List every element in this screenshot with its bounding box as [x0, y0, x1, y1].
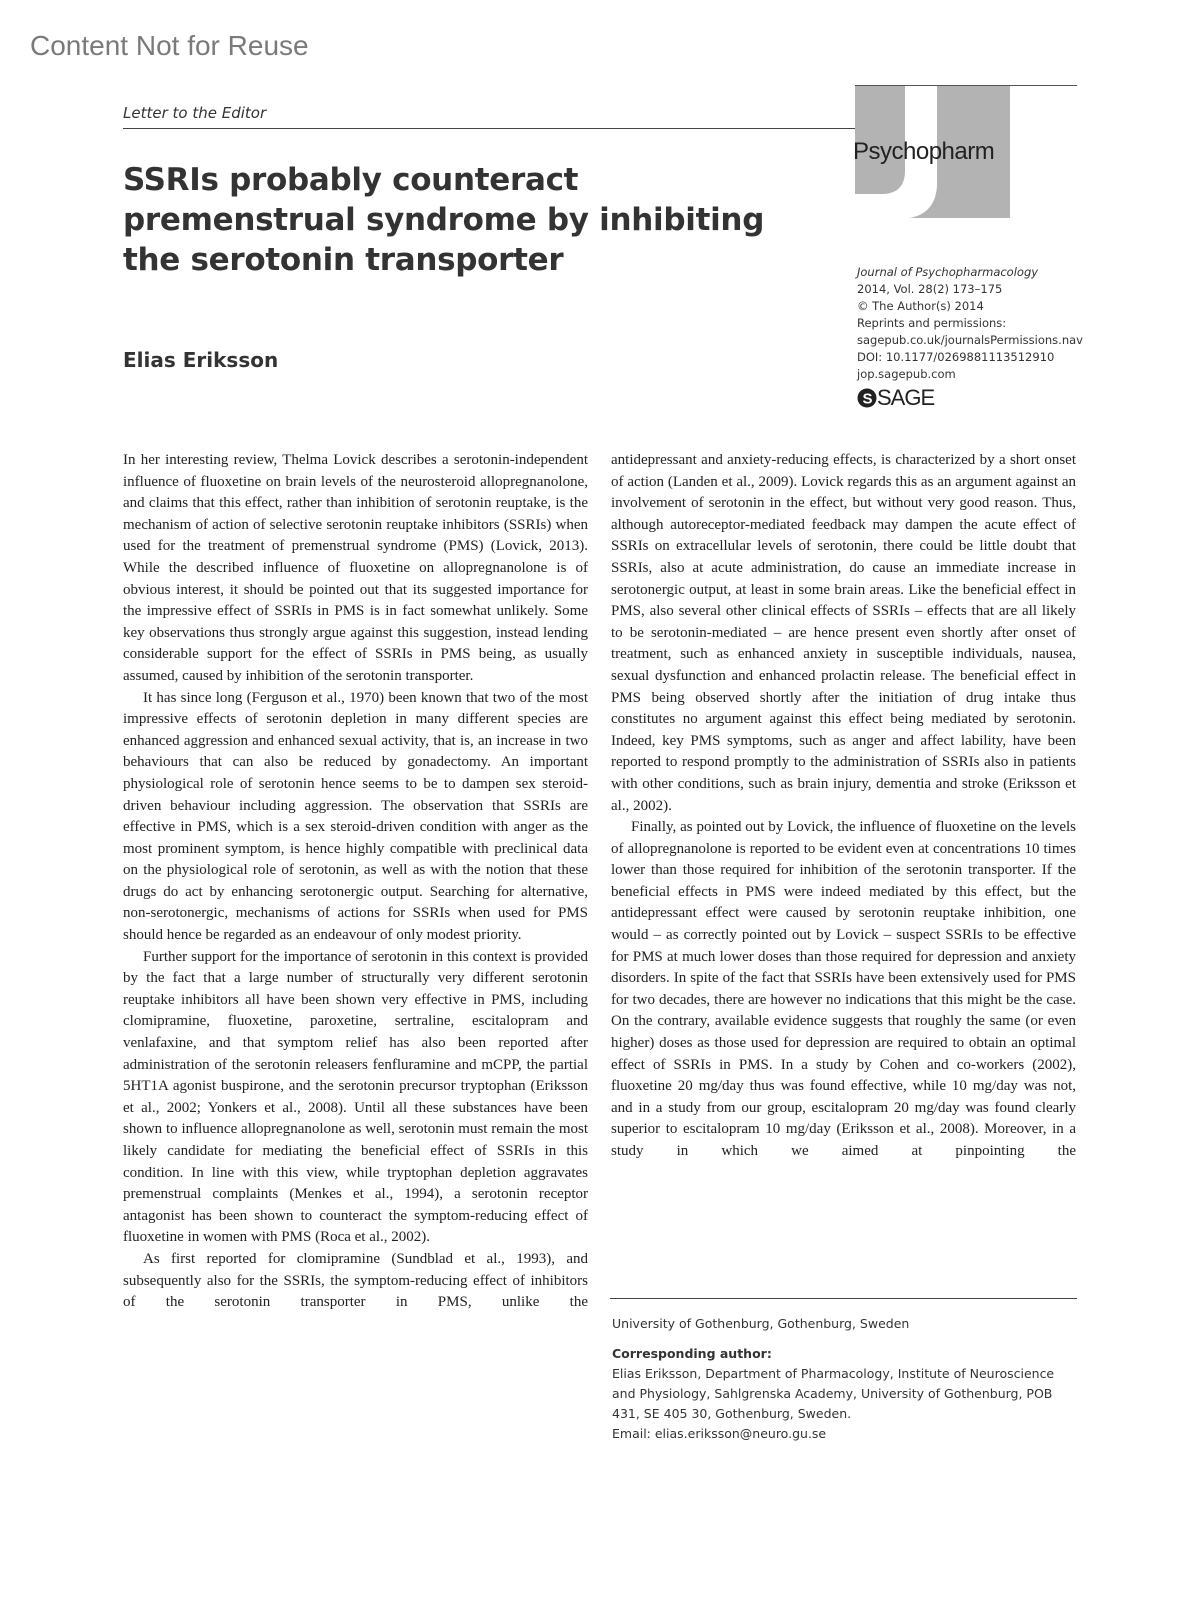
paragraph: Finally, as pointed out by Lovick, the influence of fluoxetine on the levels of allopregnanolone is reported to be evident even at concentrations 10 times lower than those required for inhibition of the serotonin transporter. If the beneficial effects in PMS were indeed mediated by this effect, but the antidepressant effect were caused by serotonin reuptake inhibition, one would – as correctly pointed out by Lovick – suspect SSRIs to be effective for PMS at much lower doses than those required for depression and anxiety disorders. In spite of the fact that SSRIs have been extensively used for PMS for two decades, there are however no indications that this might be the case. On the contrary, available evidence suggests that roughly the same (or even higher) doses as those used for depression are required to obtain an optimal effect of SSRIs in PMS. In a study by Cohen and co-workers (2002), fluoxetine 20 mg/day thus was found effective, while 10 mg/day was not, and in a study from our group, escitalopram 20 mg/day was found clearly superior to escitalopram 10 mg/day (Eriksson et al., 2008). Moreover, in a study in which we aimed at pinpointing the: [611, 819, 1076, 1159]
reprints-label: Reprints and permissions:: [857, 316, 1007, 330]
paragraph: It has since long (Ferguson et al., 1970) been known that two of the most impressive effects of serotonin depletion in many different species are enhanced aggression and enhanced sexual activity, that is, an increase in two behaviours that can also be reduced by gonadectomy. An important physiological role of serotonin hence seems to be to dampen sex steroid-driven behaviour including aggression. The observation that SSRIs are effective in PMS, which is a sex steroid-driven condition with anger as the most prominent symptom, is hence highly compatible with preclinical data on the physiological role of serotonin, as well as with the notion that these drugs do act by enhancing serotonergic output. Searching for alternative, non-serotonergic, mechanisms of actions for SSRIs when used for PMS should hence be regarded as an endeavour of only modest priority.: [123, 689, 588, 944]
article-metadata: [857, 264, 1083, 411]
footnote: [612, 1314, 1077, 1444]
watermark: Content Not for Reuse: [30, 30, 309, 61]
sage-s-icon: [857, 388, 877, 408]
paragraph: As first reported for clomipramine (Sundblad et al., 1993), and subsequently also for the SSRIs, the symptom-reducing effect of inhibitors of the serotonin transporter in PMS, unlike the: [123, 1250, 588, 1311]
permissions-link[interactable]: sagepub.co.uk/journalsPermissions.nav: [857, 333, 1083, 347]
author-name: Elias Eriksson: [123, 348, 279, 372]
corresponding-author-address: Elias Eriksson, Department of Pharmacology, Institute of Neuroscience and Physiology, Sahlgrenska Academy, University of Gothenburg, POB 431, SE 405 30, Gothenburg, Sweden.: [612, 1366, 1055, 1421]
header-divider: [123, 128, 873, 129]
journal-name: Journal of Psychopharmacology: [857, 265, 1039, 279]
copyright: © The Author(s) 2014: [857, 299, 984, 313]
body-column-right: [611, 450, 1076, 1163]
volume-info: 2014, Vol. 28(2) 173–175: [857, 282, 1003, 296]
body-column-left: [123, 450, 588, 1314]
corresponding-author-label: Corresponding author:: [612, 1346, 772, 1361]
doi[interactable]: DOI: 10.1177/0269881113512910: [857, 350, 1055, 364]
journal-site-link[interactable]: jop.sagepub.com: [857, 367, 956, 381]
sage-logo: [857, 385, 1083, 411]
svg-text:S: S: [862, 390, 872, 408]
footnote-divider: [610, 1298, 1077, 1299]
section-label: Letter to the Editor: [123, 104, 267, 122]
author-email[interactable]: Email: elias.eriksson@neuro.gu.se: [612, 1426, 827, 1441]
paragraph: In her interesting review, Thelma Lovick describes a serotonin-independent influence of fluoxetine on brain levels of the neurosteroid allopregnanolone, and claims that this effect, rather than inhibition of serotonin reuptake, is the mechanism of action of selective serotonin reuptake inhibitors (SSRIs) when used for the treatment of premenstrual syndrome (PMS) (Lovick, 2013). While the described influence of fluoxetine on allopregnanolone is of obvious interest, it should be pointed out that its suggested importance for the impressive effect of SSRIs in PMS is in fact somewhat unlikely. Some key observations thus strongly argue against this suggestion, instead lending considerable support for the effect of SSRIs in PMS being, as usually assumed, caused by inhibition of the serotonin transporter.: [123, 452, 588, 684]
paragraph: Further support for the importance of serotonin in this context is provided by the fact that a large number of structurally very different serotonin reuptake inhibitors all have been shown very effective in PMS, including clomipramine, fluoxetine, paroxetine, sertraline, escitalopram and venlafaxine, and that symptom relief has also been reported after administration of the serotonin releasers fenfluramine and mCPP, the partial 5HT1A agonist buspirone, and the serotonin precursor tryptophan (Eriksson et al., 2002; Yonkers et al., 2008). Until all these substances have been shown to influence allopregnanolone as well, serotonin must remain the most likely candidate for mediating the beneficial effect of SSRIs in this condition. In line with this view, while tryptophan depletion aggravates premenstrual complaints (Menkes et al., 1994), a serotonin receptor antagonist has been shown to counteract the symptom-reducing effect of fluoxetine in women with PMS (Roca et al., 2002).: [123, 948, 588, 1246]
paragraph: antidepressant and anxiety-reducing effects, is characterized by a short onset of action (Landen et al., 2009). Lovick regards this as an argument against an involvement of serotonin in the effect, but without very good reason. Thus, although autoreceptor-mediated feedback may dampen the acute effect of SSRIs on extracellular levels of serotonin, there could be little doubt that SSRIs, also at acute administration, do cause an immediate increase in serotonergic output, at least in some brain areas. Like the beneficial effect in PMS, also several other clinical effects of SSRIs – effects that are all likely to be serotonin-mediated – are hence present even shortly after onset of treatment, such as enhanced anxiety in susceptible individuals, nausea, sexual dysfunction and enhanced prolactin release. The beneficial effect in PMS being observed shortly after the initiation of drug intake thus constitutes no argument against this effect being mediated by serotonin. Indeed, key PMS symptoms, such as anger and affect lability, have been reported to respond promptly to the administration of SSRIs also in patients with other conditions, such as brain injury, dementia and stroke (Eriksson et al., 2002).: [611, 452, 1076, 814]
affiliation: University of Gothenburg, Gothenburg, Sweden: [612, 1316, 910, 1331]
article-title: SSRIs probably counteract premenstrual syndrome by inhibiting the serotonin transporter: [123, 162, 765, 278]
sage-logo-text: SAGE: [877, 385, 935, 410]
journal-logo: [855, 86, 1015, 225]
logo-text: Psychopharm: [853, 138, 995, 165]
